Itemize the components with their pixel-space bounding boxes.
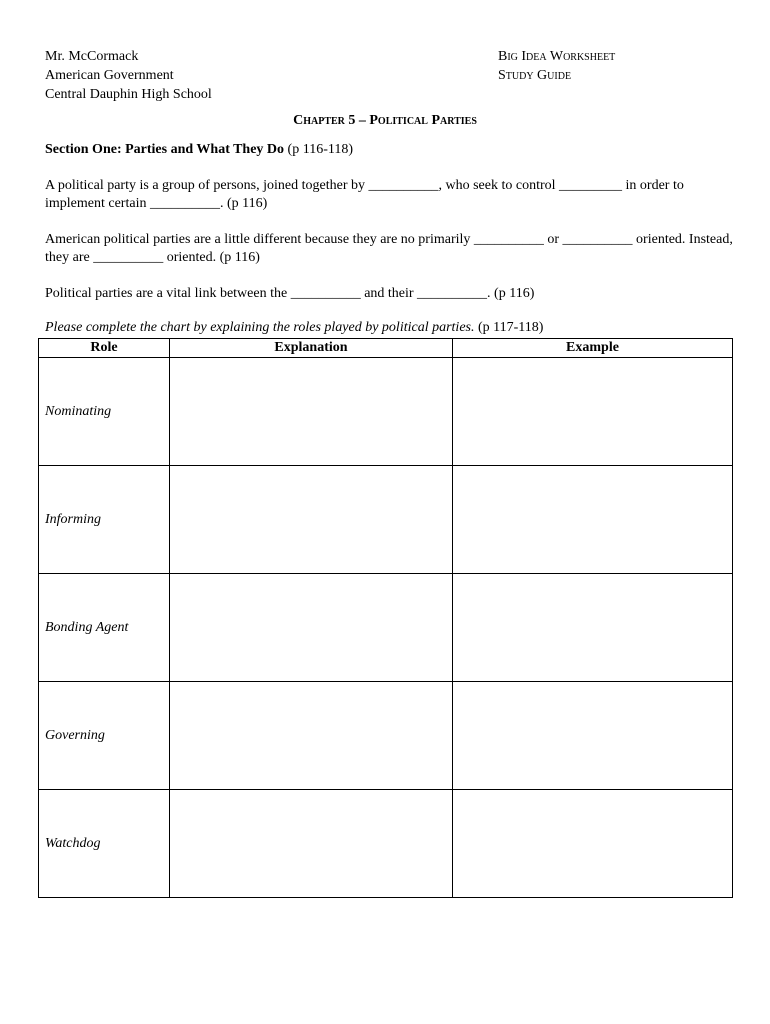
explanation-cell[interactable] [170, 682, 453, 790]
instructions-pages: (p 117-118) [474, 320, 544, 335]
worksheet-subtype: Study Guide [498, 68, 572, 83]
table-row [39, 790, 733, 898]
table-header-row [39, 339, 733, 358]
role-cell: Bonding Agent [39, 574, 170, 682]
teacher-name: Mr. McCormack [45, 49, 139, 64]
column-header-example: Example [453, 339, 733, 358]
example-cell[interactable] [453, 682, 733, 790]
chart-instructions [45, 320, 543, 336]
explanation-cell[interactable] [170, 790, 453, 898]
question-paragraph-3: Political parties are a vital link between the __________ and their __________. (p 116) [45, 286, 535, 301]
role-cell: Watchdog [39, 790, 170, 898]
question-paragraph-1: A political party is a group of persons, joined together by __________, who seek to control _________ in order to implement certain __________. (p 116) [45, 178, 684, 211]
example-cell[interactable] [453, 466, 733, 574]
chapter-title: Chapter 5 – Political Parties [293, 113, 477, 128]
roles-table [38, 338, 733, 898]
column-header-role: Role [39, 339, 170, 358]
section-heading [45, 142, 353, 158]
example-cell[interactable] [453, 574, 733, 682]
header-worksheet-info [498, 47, 615, 85]
section-title: Section One: Parties and What They Do [45, 142, 285, 157]
role-cell: Governing [39, 682, 170, 790]
school-name: Central Dauphin High School [45, 87, 212, 102]
example-cell[interactable] [453, 790, 733, 898]
explanation-cell[interactable] [170, 574, 453, 682]
role-cell: Informing [39, 466, 170, 574]
column-header-explanation: Explanation [170, 339, 453, 358]
worksheet-type: Big Idea Worksheet [498, 49, 616, 64]
course-name: American Government [45, 68, 174, 83]
section-pages: (p 116-118) [284, 142, 353, 157]
question-paragraph-2: American political parties are a little different because they are no primarily __________ or __________ oriented. Instead, they are __________ oriented. (p 116) [45, 232, 733, 265]
table-row [39, 466, 733, 574]
table-row [39, 574, 733, 682]
header-teacher-info [45, 47, 212, 104]
explanation-cell[interactable] [170, 358, 453, 466]
explanation-cell[interactable] [170, 466, 453, 574]
instructions-text: Please complete the chart by explaining the roles played by political parties. [45, 320, 475, 335]
example-cell[interactable] [453, 358, 733, 466]
role-cell: Nominating [39, 358, 170, 466]
table-row [39, 682, 733, 790]
table-row [39, 358, 733, 466]
